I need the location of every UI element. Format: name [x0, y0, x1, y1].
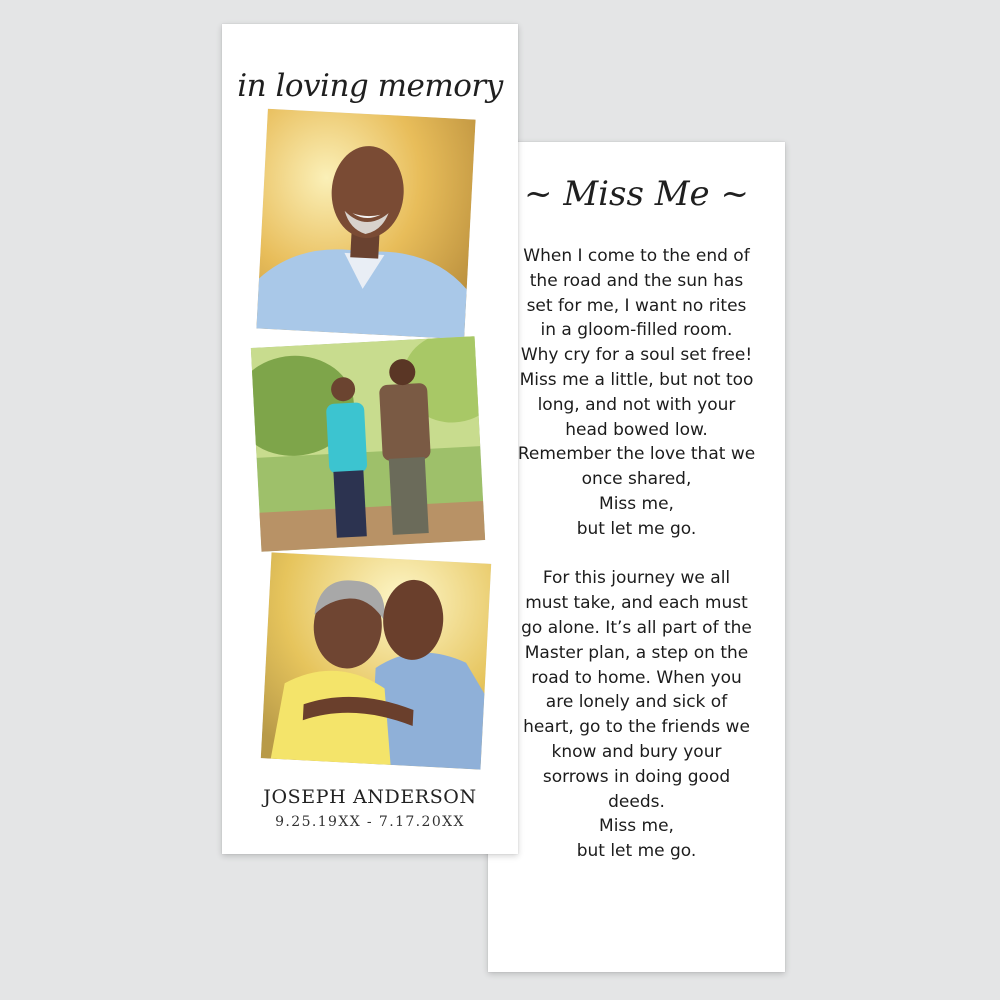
portrait-photo — [256, 109, 475, 340]
poem-line: When I come to the end of — [523, 246, 750, 266]
poem-line: heart, go to the friends we — [523, 717, 750, 738]
poem-stanza-break — [488, 542, 785, 567]
poem-line: Miss me, — [599, 493, 674, 514]
poem-line: once shared, — [581, 469, 692, 490]
life-dates: 9.25.19XX - 7.17.20XX — [275, 814, 465, 830]
poem-line: must take, and each must — [525, 593, 748, 614]
poem-line: are lonely and sick of — [545, 692, 728, 713]
poem-line: Miss me, — [599, 816, 674, 837]
poem-line: but let me go. — [576, 841, 697, 862]
front-bookmark-card — [222, 24, 518, 854]
deceased-name: JOSEPH ANDERSON — [263, 786, 477, 808]
back-bookmark-card — [488, 142, 785, 972]
poem-line: For this journey we all — [542, 568, 731, 589]
poem-line: the road and the sun has — [529, 270, 744, 291]
poem-line: go alone. It’s all part of the — [521, 617, 752, 638]
poem-line: Remember the love that we — [517, 444, 756, 465]
poem-line: know and bury your — [551, 741, 722, 762]
poem-line: but let me go. — [576, 518, 697, 539]
poem-line: in a gloom-filled room. — [540, 320, 733, 341]
couple-walking-photo — [251, 336, 485, 551]
couple-embracing-photo — [261, 552, 491, 769]
poem-line: set for me, I want no rites — [526, 295, 747, 316]
poem-line: Master plan, a step on the — [524, 642, 749, 663]
poem-title: ~ Miss Me ~ — [524, 174, 749, 214]
in-loving-memory-title: in loving memory — [237, 68, 503, 104]
poem-line: road to home. When you — [531, 667, 742, 688]
poem-line: Miss me a little, but not too — [519, 369, 754, 390]
poem-line: head bowed low. — [565, 419, 708, 440]
poem-line: deeds. — [608, 791, 665, 812]
poem-line: long, and not with your — [537, 394, 736, 415]
poem-text — [488, 244, 785, 864]
poem-line: sorrows in doing good — [542, 766, 731, 787]
poem-line: Why cry for a soul set free! — [520, 345, 753, 366]
